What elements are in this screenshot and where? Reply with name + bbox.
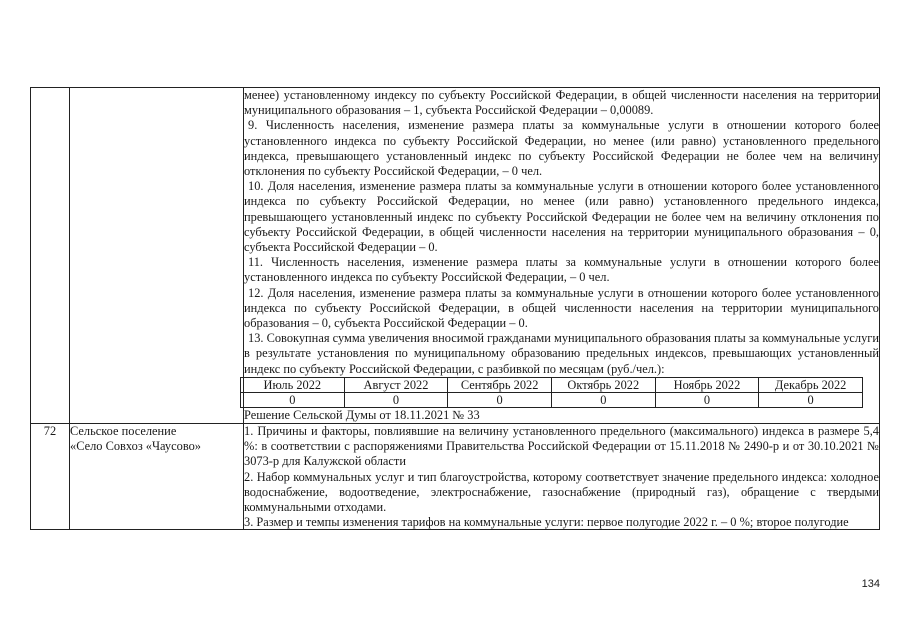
municipality-name-line: Сельское поселение — [70, 424, 177, 439]
month-header: Июль 2022 — [241, 377, 345, 392]
paragraph: менее) установленному индексу по субъекту Российской Федерации, в общей численности населения на территории муниципального образования – 1, субъекта Российской Федерации – 0,00089. — [244, 88, 879, 118]
month-header: Октябрь 2022 — [551, 377, 655, 392]
municipality-cell — [70, 424, 244, 530]
row-number-cell — [31, 88, 70, 424]
month-value: 0 — [241, 392, 345, 407]
months-header-row — [241, 377, 863, 392]
month-header: Декабрь 2022 — [759, 377, 863, 392]
table-row — [31, 88, 880, 424]
month-header: Август 2022 — [344, 377, 448, 392]
municipality-name-line: «Село Совхоз «Чаусово» — [70, 439, 201, 454]
decision-reference: Решение Сельской Думы от 18.11.2021 № 33 — [244, 407, 480, 422]
municipal-index-table — [30, 87, 880, 530]
row-number-cell: 72 — [31, 424, 70, 530]
paragraph: 1. Причины и факторы, повлиявшие на величину установленного предельного (максимального) индекса в размере 5,4 %: в соответствии с распоряжениями Правительства Российской Федерации от 15.11.2018 № 2490-р и от 30.10.2021 № 3073-р для Калужской области — [244, 424, 879, 469]
month-value: 0 — [759, 392, 863, 407]
paragraph: 9. Численность населения, изменение размера платы за коммунальные услуги в отношении которого более установленного индекса по субъекту Российской Федерации, но менее (или равно) установленного предельного индекса, превышающего установленный индекс по субъекту Российской Федерации не более чем на величину отклонения по субъекту Российской Федерации, – 0 чел. — [244, 118, 879, 179]
month-value: 0 — [448, 392, 552, 407]
paragraph: 10. Доля населения, изменение размера платы за коммунальные услуги в отношении которого более установленного индекса по субъекту Российской Федерации, но менее (или равно) установленного предельного индекса, превышающего установленный индекс по субъекту Российской Федерации не более чем на величину отклонения по субъекту Российской Федерации, в общей численности населения на территории муниципального образования – 0, субъекта Российской Федерации – 0. — [244, 179, 879, 255]
paragraph: 3. Размер и темпы изменения тарифов на коммунальные услуги: первое полугодие 2022 г. – 0 %; второе полугодие — [244, 515, 849, 530]
municipality-cell — [70, 88, 244, 424]
months-value-row — [241, 392, 863, 407]
paragraph: 2. Набор коммунальных услуг и тип благоустройства, которому соответствует значение предельного индекса: холодное водоснабжение, водоотведение, электроснабжение, газоснабжение (природный газ), обращение с твердыми коммунальными отходами. — [244, 469, 879, 515]
paragraph: 12. Доля населения, изменение размера платы за коммунальные услуги в отношении которого более установленного индекса по субъекту Российской Федерации, в общей численности населения на территории муниципального образования – 0, субъекта Российской Федерации – 0. — [244, 285, 879, 331]
month-value: 0 — [344, 392, 448, 407]
month-header: Ноябрь 2022 — [655, 377, 759, 392]
month-value: 0 — [655, 392, 759, 407]
paragraph: 13. Совокупная сумма увеличения вносимой гражданами муниципального образования платы за коммунальные услуги в результате установления по муниципальному образованию предельных индексов, превышающих установленный индекс по субъекту Российской Федерации, с разбивкой по месяцам (руб./чел.): — [244, 331, 879, 376]
monthly-increase-table — [240, 377, 863, 408]
table-row — [31, 424, 880, 530]
page-number: 134 — [861, 578, 880, 590]
info-cell — [244, 88, 880, 424]
month-header: Сентябрь 2022 — [448, 377, 552, 392]
paragraph: 11. Численность населения, изменение размера платы за коммунальные услуги в отношении которого более установленного индекса по субъекту Российской Федерации, – 0 чел. — [244, 255, 879, 285]
info-cell — [244, 424, 880, 530]
month-value: 0 — [551, 392, 655, 407]
